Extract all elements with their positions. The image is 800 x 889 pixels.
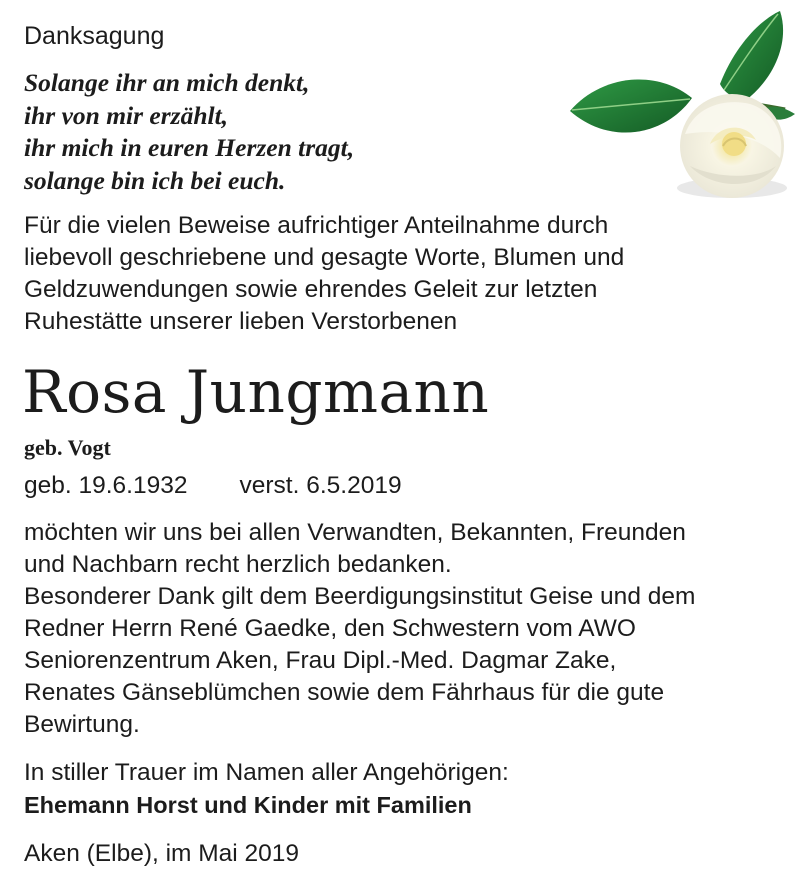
intro-line: liebevoll geschriebene und gesagte Worte, Blumen und (24, 244, 625, 271)
death-date: verst. 6.5.2019 (239, 472, 402, 499)
poem-line: solange bin ich bei euch. (24, 165, 286, 195)
thanks-line: möchten wir uns bei allen Verwandten, Bekannten, Freunden (24, 519, 686, 546)
place-date: Aken (Elbe), im Mai 2019 (24, 840, 300, 867)
signers: Ehemann Horst und Kinder mit Familien (24, 792, 472, 818)
intro-line: Geldzuwendungen sowie ehrendes Geleit zur letzten (24, 276, 598, 303)
poem-line: ihr mich in euren Herzen tragt, (24, 133, 355, 162)
thanks-line: Bewirtung. (24, 711, 140, 738)
maiden-name: geb. Vogt (24, 435, 111, 460)
birth-date: geb. 19.6.1932 (24, 472, 188, 499)
poem (24, 67, 354, 197)
thanks-line: Besonderer Dank gilt dem Beerdigungsinstitut Geise und dem (24, 583, 696, 610)
poem-line: Solange ihr an mich denkt, (24, 68, 310, 97)
thanks-line: Seniorenzentrum Aken, Frau Dipl.-Med. Dagmar Zake, (24, 647, 617, 674)
mourning-line: In stiller Trauer im Namen aller Angehörigen: (24, 759, 509, 786)
intro-paragraph (24, 210, 624, 338)
poem-line: ihr von mir erzählt, (24, 100, 229, 130)
life-dates (24, 470, 402, 502)
deceased-name: Rosa Jungmann (22, 358, 490, 426)
intro-line: Ruhestätte unserer lieben Verstorbenen (24, 308, 458, 335)
thanks-line: Renates Gänseblümchen sowie dem Fährhaus für die gute (24, 679, 665, 706)
white-rose-icon (560, 6, 800, 202)
thanks-line: Redner Herrn René Gaedke, den Schwestern vom AWO (24, 615, 636, 642)
intro-line: Für die vielen Beweise aufrichtiger Anteilnahme durch (24, 212, 609, 239)
notice-heading: Danksagung (24, 22, 165, 50)
thanks-line: und Nachbarn recht herzlich bedanken. (24, 551, 452, 578)
thanks-paragraph (24, 517, 695, 741)
